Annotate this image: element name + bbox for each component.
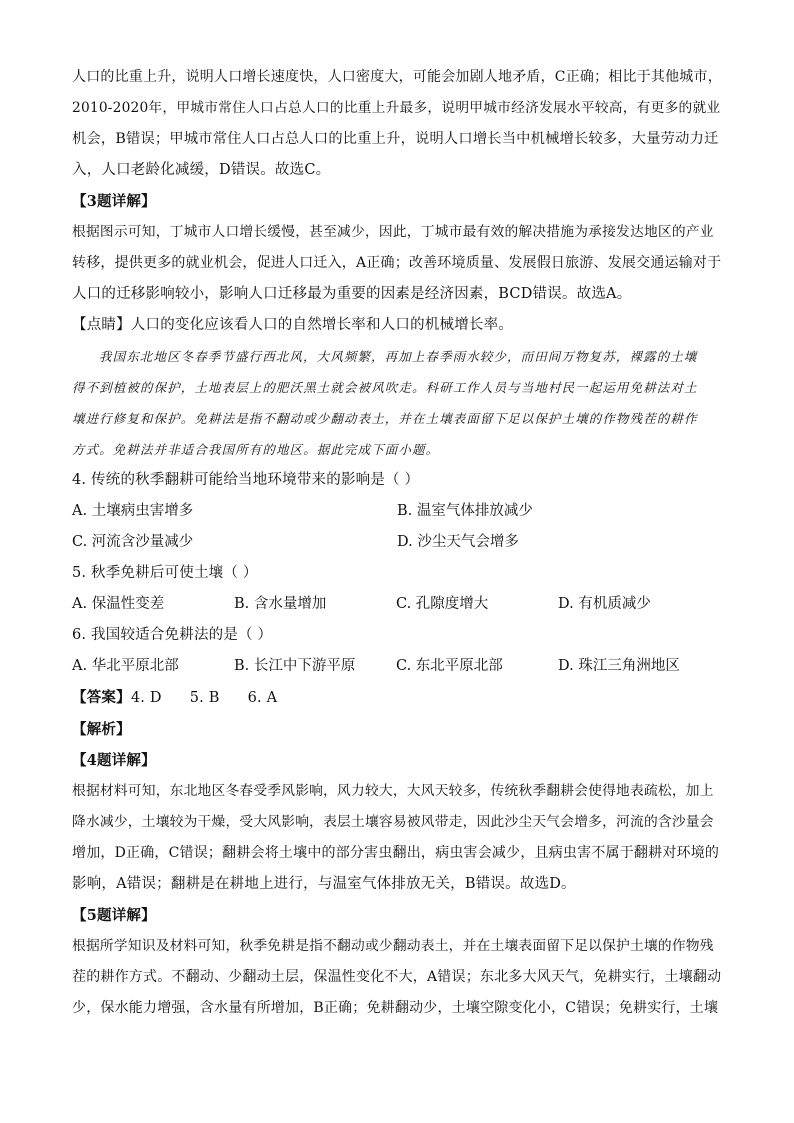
question-5 — [72, 558, 722, 620]
text-line: 影响，A错误；翻耕是在耕地上进行，与温室气体排放无关，B错误。故选D。 — [72, 876, 576, 892]
q5-body — [72, 931, 722, 1024]
question-stem: 4. 传统的秋季翻耕可能给当地环境带来的影响是（ ） — [72, 472, 420, 488]
option-a: A. 华北平原北部 — [72, 658, 179, 674]
q3-heading: 【3题详解】 — [72, 193, 156, 210]
answer-tag: 【答案】 — [72, 689, 131, 706]
option-c: C. 孔隙度增大 — [396, 596, 489, 612]
text-line: 根据材料可知，东北地区冬春受季风影响，风力较大，大风天较多，传统秋季翻耕会使得地表疏松，加上 — [72, 783, 714, 799]
answer-item: 6. A — [247, 690, 278, 706]
option-b: B. 温室气体排放减少 — [397, 503, 533, 519]
answer-item: 4. D — [130, 690, 162, 706]
options-row — [72, 651, 722, 682]
option-b: B. 含水量增加 — [234, 596, 327, 612]
text-line: 人口的迁移影响较小，影响人口迁移最为重要的因素是经济因素，BCD错误。故选A。 — [72, 286, 632, 302]
question-6 — [72, 620, 722, 682]
q4-heading: 【4题详解】 — [72, 752, 156, 769]
text-line: 机会，B错误；甲城市常住人口占总人口的比重上升，说明人口增长当中机械增长较多，大量劳动力迁 — [72, 131, 719, 147]
options-row — [72, 496, 722, 527]
material-line: 我国东北地区冬春季节盛行西北风，大风频繁，再加上春季雨水较少，而田间万物复苏，裸露的土壤 — [99, 349, 698, 364]
reading-material — [72, 341, 722, 465]
option-c: C. 东北平原北部 — [396, 658, 503, 674]
text-line: 入，人口老龄化减缓，D错误。故选C。 — [72, 162, 331, 178]
question-stem: 5. 秋季免耕后可使土壤（ ） — [72, 565, 258, 581]
text-line: 人口的比重上升，说明人口增长速度快，人口密度大，可能会加剧人地矛盾，C正确；相比于其他城市， — [72, 69, 722, 85]
option-a: A. 保温性变差 — [72, 596, 165, 612]
option-b: B. 长江中下游平原 — [234, 658, 356, 674]
option-c: C. 河流含沙量减少 — [72, 534, 194, 550]
options-row — [72, 527, 722, 558]
material-line: 得不到植被的保护，土地表层上的肥沃黑土就会被风吹走。科研工作人员与当地村民一起运用免耕法对土 — [72, 380, 698, 395]
q4-body — [72, 776, 722, 900]
option-a: A. 土壤病虫害增多 — [72, 503, 194, 519]
text-line: 少，保水能力增强，含水量有所增加，B正确；免耕翻动少，土壤空隙变化小，C错误；免耕实行，土壤 — [72, 1000, 719, 1016]
document-page — [72, 62, 722, 1024]
text-line: 根据所学知识及材料可知，秋季免耕是指不翻动或少翻动表土，并在土壤表面留下足以保护土壤的作物残 — [72, 938, 714, 954]
material-line: 方式。免耕法并非适合我国所有的地区。据此完成下面小题。 — [72, 442, 440, 457]
text-line: 增加，D正确，C错误；翻耕会将土壤中的部分害虫翻出，病虫害会减少，且病虫害不属于翻耕对环境的 — [72, 845, 720, 861]
q3-body — [72, 217, 722, 310]
text-line: 降水减少，土壤较为干燥，受大风影响，表层土壤容易被风带走，因此沙尘天气会增多，河流的含沙量会 — [72, 814, 714, 830]
answer-item: 5. B — [189, 690, 220, 706]
question-4 — [72, 465, 722, 558]
material-line: 壤进行修复和保护。免耕法是指不翻动或少翻动表土，并在土壤表面留下足以保护土壤的作物残茬的耕作 — [72, 411, 698, 426]
option-d: D. 有机质减少 — [558, 596, 651, 612]
prev-analysis — [72, 62, 722, 186]
tip-note: 【点睛】人口的变化应该看人口的自然增长率和人口的机械增长率。 — [72, 317, 513, 333]
text-line: 转移，提供更多的就业机会，促进人口迁入，A正确；改善环境质量、发展假日旅游、发展交通运输对于 — [72, 255, 722, 271]
q5-heading: 【5题详解】 — [72, 907, 156, 924]
question-stem: 6. 我国较适合免耕法的是（ ） — [72, 627, 273, 643]
text-line: 茬的耕作方式。不翻动、少翻动土层，保温性变化不大，A错误；东北多大风天气，免耕实行，土壤翻动 — [72, 969, 722, 985]
option-d: D. 珠江三角洲地区 — [558, 658, 680, 674]
analysis-heading: 【解析】 — [72, 721, 131, 738]
option-d: D. 沙尘天气会增多 — [397, 534, 519, 550]
text-line: 2010-2020年，甲城市常住人口占总人口的比重上升最多，说明甲城市经济发展水平较高，有更多的就业 — [72, 100, 721, 116]
answer-line — [72, 682, 722, 714]
text-line: 根据图示可知，丁城市人口增长缓慢，甚至减少，因此，丁城市最有效的解决措施为承接发达地区的产业 — [72, 224, 714, 240]
options-row — [72, 589, 722, 620]
